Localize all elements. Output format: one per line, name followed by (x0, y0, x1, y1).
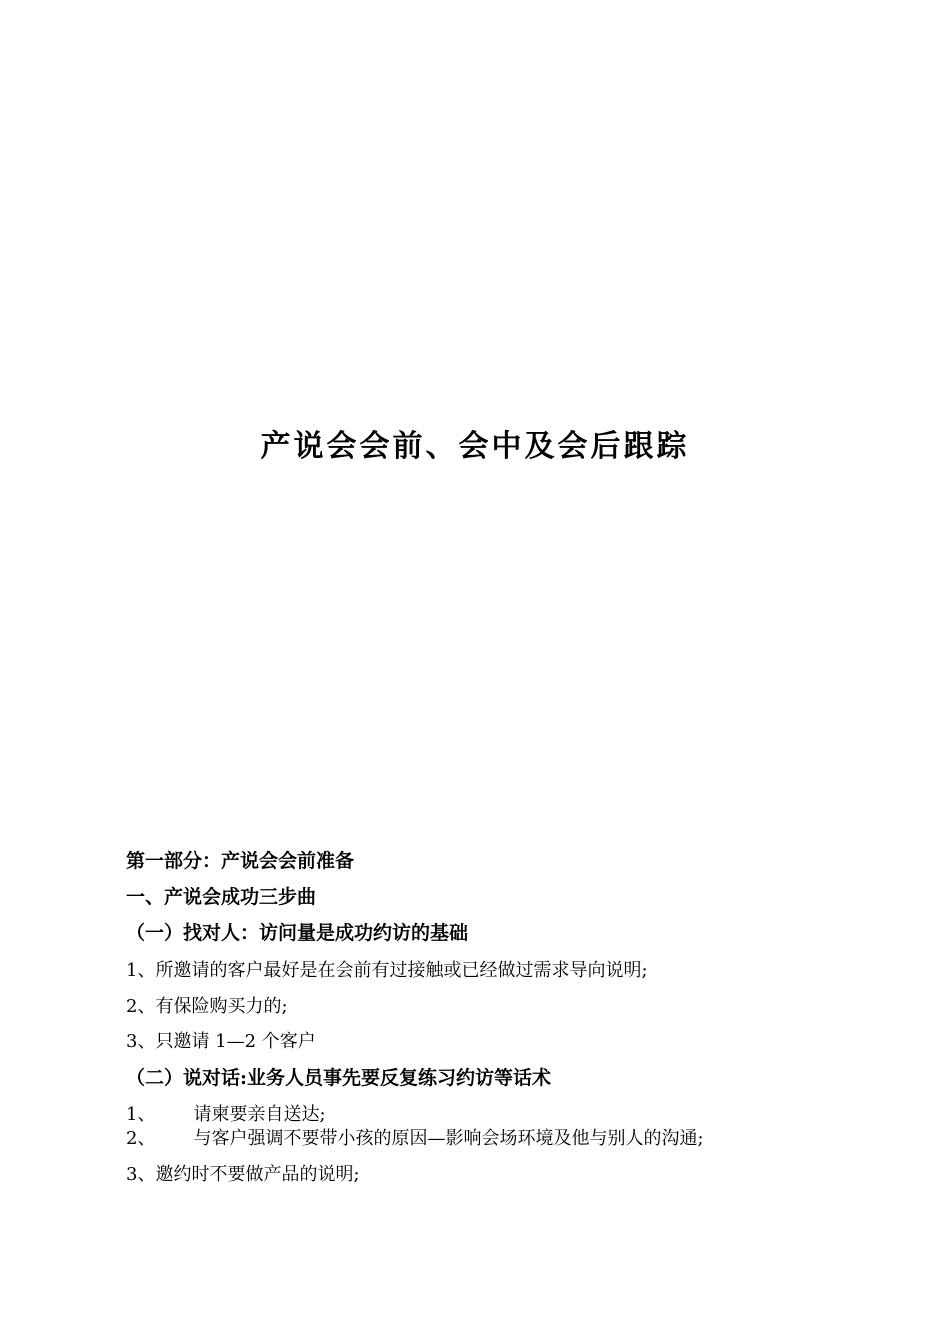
list-item-text: 3、邀约时不要做产品的说明; (126, 1164, 360, 1185)
document-title: 产说会会前、会中及会后跟踪 (260, 429, 690, 464)
list-item-number: 1、 (126, 1104, 156, 1125)
list-item (126, 1124, 704, 1150)
list-item: 3、只邀请 1—2 个客户 (126, 1031, 316, 1052)
list-item (126, 1160, 360, 1186)
subsection-heading-1: （一）找对人：访问量是成功约访的基础 (126, 922, 469, 944)
list-item-text: 与客户强调不要带小孩的原因—影响会场环境及他与别人的沟通; (193, 1128, 704, 1149)
list-item: 1、所邀请的客户最好是在会前有过接触或已经做过需求导向说明; (126, 960, 648, 981)
section-heading: 一、产说会成功三步曲 (126, 886, 317, 908)
subsection-heading-2: （二）说对话:业务人员事先要反复练习约访等话术 (126, 1067, 552, 1089)
list-item: 2、有保险购买力的; (126, 996, 288, 1017)
list-item-number: 2、 (126, 1128, 156, 1149)
part-heading: 第一部分：产说会会前准备 (126, 850, 355, 872)
list-item-text: 请柬要亲自送达; (193, 1104, 326, 1125)
list-item (126, 1100, 326, 1126)
